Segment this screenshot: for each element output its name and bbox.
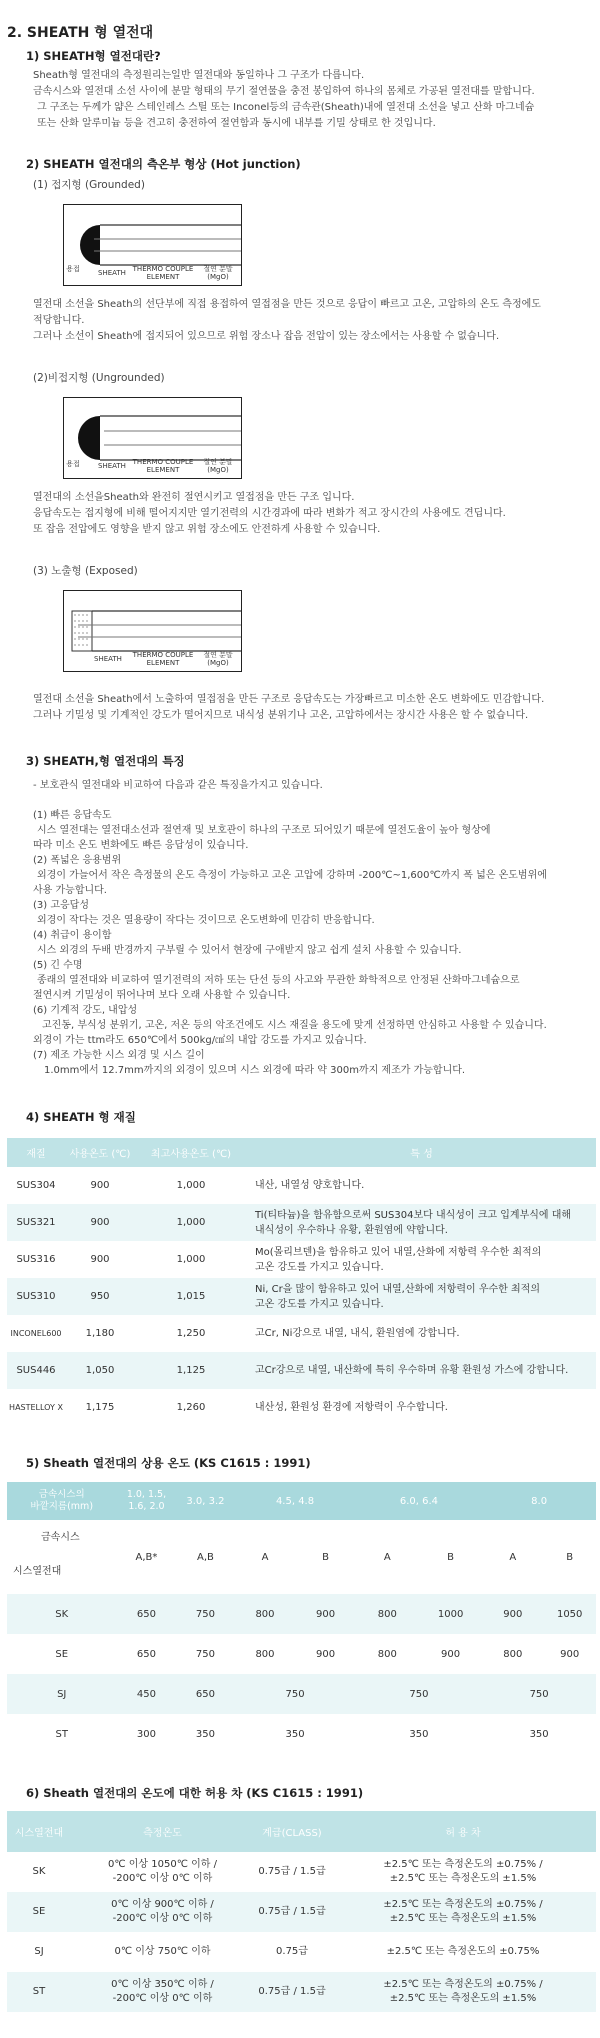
type-cell: SJ xyxy=(34,1946,44,1957)
value-cell: 900 xyxy=(316,1648,336,1660)
value-cell: 650 xyxy=(177,1674,235,1714)
corner-top-line: 금속시스의 xyxy=(38,1489,85,1500)
class-cell: 0.75급 / 1.5급 xyxy=(254,1972,330,2012)
class-cell: B xyxy=(566,1551,574,1563)
class-cell: A,B* xyxy=(135,1551,158,1563)
value-cell: 750 xyxy=(195,1648,215,1660)
type-cell: SJ xyxy=(7,1674,116,1714)
table-row xyxy=(7,1315,596,1352)
use-temp-cell: 1,050 xyxy=(65,1352,135,1389)
section-5-heading: 5) Sheath 열전대의 상용 온도 (KS C1615 : 1991) xyxy=(26,1456,311,1470)
s3-line-5: 사용 가능합니다. xyxy=(33,885,107,896)
tol-line: ±2.5℃ 또는 측정온도의 ±1.5% xyxy=(389,1913,537,1924)
s1-line-0: Sheath형 열전대의 측정원리는일반 열전대와 동일하나 그 구조가 다릅니다. xyxy=(33,70,365,81)
material-cell: SUS321 xyxy=(7,1204,65,1241)
value-cell: 1000 xyxy=(419,1594,482,1634)
label-weld: 용접 xyxy=(66,460,80,468)
desc-cell xyxy=(247,1204,596,1241)
s1-line-2: 그 구조는 두께가 얇은 스테인레스 스틸 또는 Inconel등의 금속관(Sheath)내에 열전대 소선을 넣고 산화 마그네슘 xyxy=(37,102,535,113)
exposed-line-1: 그러나 기밀성 및 기계적인 강도가 떨어지므로 내식성 분위기나 고온, 고압하에서는 장시간 사용은 할 수 없습니다. xyxy=(33,710,529,721)
label-ins-2: (MgO) xyxy=(207,466,229,474)
desc-cell xyxy=(247,1352,596,1389)
diameter-row xyxy=(7,1482,596,1520)
class-cell: A,B xyxy=(197,1551,214,1563)
label-ins-1: 절연 분말 xyxy=(203,458,233,466)
diameter-header: 6.0, 6.4 xyxy=(356,1482,483,1520)
col-header: 사용온도 (℃) xyxy=(65,1138,135,1167)
class-cell: B xyxy=(322,1551,330,1563)
desc-line: 고Cr, Ni강으로 내열, 내식, 환원염에 강합니다. xyxy=(255,1328,460,1339)
type-cell: ST xyxy=(55,1728,68,1740)
table-row xyxy=(7,1674,596,1714)
max-temp-cell: 1,000 xyxy=(176,1180,206,1191)
s3-line-3: (2) 폭넓은 응용범위 xyxy=(33,855,122,866)
desc-line: 내산, 내열성 양호합니다. xyxy=(255,1180,365,1191)
range-line: -200℃ 이상 0℃ 이하 xyxy=(112,1913,213,1924)
range-line: 0℃ 이상 1050℃ 이하 / xyxy=(108,1859,217,1870)
use-temp-cell: 950 xyxy=(65,1278,135,1315)
material-cell: SUS310 xyxy=(7,1278,65,1315)
table-header-row xyxy=(7,1811,596,1852)
label-ins-1: 절연 분말 xyxy=(203,265,233,273)
desc-line: 고온 강도를 가지고 있습니다. xyxy=(255,1298,384,1310)
desc-line: 고Cr강으로 내열, 내산화에 특히 우수하며 유황 환원성 가스에 강합니다. xyxy=(255,1365,569,1376)
tol-line: ±2.5℃ 또는 측정온도의 ±0.75% / xyxy=(383,1859,543,1870)
range-line: -200℃ 이상 0℃ 이하 xyxy=(112,1993,213,2004)
label-tc-1: THERMO COUPLE xyxy=(132,265,194,273)
tolerance-cell xyxy=(330,1852,596,1892)
tol-line: ±2.5℃ 또는 측정온도의 ±1.5% xyxy=(389,1873,537,1884)
value-cell: 900 xyxy=(441,1648,461,1660)
label-ins-2: (MgO) xyxy=(207,659,229,667)
tolerance-cell xyxy=(330,1972,596,2012)
diameter-header: 3.0, 3.2 xyxy=(177,1482,235,1520)
material-cell: SUS304 xyxy=(16,1180,56,1191)
s3-line-1: 시스 열전대는 열전대소선과 절연재 및 보호관이 하나의 구조로 되어있기 때문에 열전도율이 높아 형상에 xyxy=(37,825,491,836)
s3-line-8: (4) 취급이 용이함 xyxy=(33,930,112,941)
desc-cell xyxy=(247,1167,596,1204)
value-cell: 650 xyxy=(116,1594,176,1634)
desc-line: Mo(몰리브덴)을 함유하고 있어 내열,산화에 저항력 우수한 최적의 xyxy=(255,1246,542,1258)
value-cell: 800 xyxy=(503,1648,523,1660)
ungrounded-diagram xyxy=(63,397,242,479)
s3-line-9: 시스 외경의 두배 반경까지 구부릴 수 있어서 현장에 구애받지 않고 쉽게 설치 사용할 수 있습니다. xyxy=(37,945,462,956)
label-ins-2: (MgO) xyxy=(207,273,229,281)
table-row xyxy=(7,1241,596,1278)
label-ins-1: 절연 분말 xyxy=(203,651,233,659)
label-tc-1: THERMO COUPLE xyxy=(132,458,194,466)
type-cell: SE xyxy=(7,1892,71,1932)
s3-intro: - 보호관식 열전대와 비교하여 다음과 같은 특징을가지고 있습니다. xyxy=(33,780,323,791)
class-cell: B xyxy=(447,1551,455,1563)
ungrounded-line-0: 열전대의 소선을Sheath와 완전히 절연시키고 열접점을 만든 구조 입니다. xyxy=(33,492,355,503)
max-temp-cell: 1,260 xyxy=(176,1402,206,1413)
label-tc-2: ELEMENT xyxy=(146,273,180,281)
desc-cell xyxy=(247,1278,596,1315)
range-cell xyxy=(71,1852,254,1892)
value-cell: 800 xyxy=(356,1594,419,1634)
class-cell: A xyxy=(261,1551,269,1563)
table-row xyxy=(7,1852,596,1892)
label-sheath: SHEATH xyxy=(98,462,126,470)
range-line: 0℃ 이상 900℃ 이하 / xyxy=(111,1899,214,1910)
desc-line: 내산성, 환원성 환경에 저항력이 우수합니다. xyxy=(255,1402,448,1413)
s3-line-17: 1.0mm에서 12.7mm까지의 외경이 있으며 시스 외경에 따라 약 300m까지 제조가 가능합니다. xyxy=(44,1065,466,1076)
max-temp-cell: 1,000 xyxy=(135,1204,247,1241)
grounded-diagram xyxy=(63,204,242,286)
value-cell: 450 xyxy=(116,1674,176,1714)
corner-cell xyxy=(7,1520,116,1594)
type-cell: SE xyxy=(55,1648,69,1660)
ungrounded-label: (2)비접지형 (Ungrounded) xyxy=(33,372,165,384)
use-temp-cell: 1,180 xyxy=(85,1328,115,1339)
type-cell: ST xyxy=(7,1972,71,2012)
section-3-heading: 3) SHEATH,형 열전대의 특징 xyxy=(26,754,185,768)
s3-line-15: 외경이 가는 ttm라도 650℃에서 500kg/㎠의 내압 강도를 가지고 있습니다. xyxy=(33,1035,367,1046)
s1-line-3: 또는 산화 알루미늄 등을 견고히 충전하여 절연함과 동시에 내부를 기밀 상태로 한 것입니다. xyxy=(37,118,436,129)
range-line: 0℃ 이상 350℃ 이하 / xyxy=(111,1979,214,1990)
value-cell: 300 xyxy=(136,1728,156,1740)
use-temp-cell: 1,175 xyxy=(85,1402,115,1413)
type-cell: SK xyxy=(7,1594,116,1634)
exposed-diagram xyxy=(63,590,242,672)
value-cell: 900 xyxy=(296,1594,356,1634)
corner-bot-label: 시스열전대 xyxy=(13,1566,62,1577)
col-header: 허 용 차 xyxy=(330,1811,596,1852)
desc-cell xyxy=(247,1389,596,1426)
value-cell: 650 xyxy=(136,1648,156,1660)
class-cell: 0.75급 xyxy=(276,1946,308,1957)
label-weld: 용접 xyxy=(66,265,80,273)
col-header: 시스열전대 xyxy=(7,1811,71,1852)
section-6-heading: 6) Sheath 열전대의 온도에 대한 허용 차 (KS C1615 : 1991) xyxy=(26,1786,364,1800)
max-temp-cell: 1,250 xyxy=(176,1328,206,1339)
label-sheath: SHEATH xyxy=(98,269,126,277)
ungrounded-line-2: 또 잡음 전압에도 영향을 받지 않고 위험 장소에도 안전하게 사용할 수 있습니다. xyxy=(33,524,381,535)
s3-line-14: 고진동, 부식성 분위기, 고온, 저온 등의 악조건에도 시스 재질을 용도에 맞게 선정하면 안심하고 사용할 수 있습니다. xyxy=(42,1020,547,1031)
max-temp-cell: 1,015 xyxy=(135,1278,247,1315)
s3-line-0: (1) 빠른 응답속도 xyxy=(33,810,112,821)
label-tc-2: ELEMENT xyxy=(146,659,180,667)
material-cell: INCONEL600 xyxy=(10,1329,62,1338)
grounded-line-2: 그러나 소선이 Sheath에 접지되어 있으므로 위험 장소나 잡음 전압이 있는 장소에서는 사용할 수 없습니다. xyxy=(33,331,500,342)
table-row xyxy=(7,1352,596,1389)
label-tc-2: ELEMENT xyxy=(146,466,180,474)
col-header: 특 성 xyxy=(247,1138,596,1167)
grounded-line-0: 열전대 소선을 Sheath의 선단부에 직접 용접하여 열접점을 만든 것으로 응답이 빠르고 고온, 고압하의 온도 측정에도 xyxy=(33,299,541,310)
table-row xyxy=(7,1167,596,1204)
table-row xyxy=(7,1204,596,1241)
section-2-heading: 2) SHEATH 열전대의 측온부 형상 (Hot junction) xyxy=(26,157,301,171)
desc-line: Ni, Cr을 많이 함유하고 있어 내열,산화에 저항력이 우수한 최적의 xyxy=(255,1283,540,1295)
max-temp-cell: 1,125 xyxy=(135,1352,247,1389)
desc-cell xyxy=(247,1315,596,1352)
tol-line: ±2.5℃ 또는 측정온도의 ±0.75% / xyxy=(383,1979,543,1990)
range-cell xyxy=(71,1972,254,2012)
s3-line-13: (6) 기계적 강도, 내압성 xyxy=(33,1005,138,1016)
value-cell: 350 xyxy=(285,1728,305,1740)
material-cell: HASTELLOY X xyxy=(9,1403,63,1412)
use-temp-cell: 900 xyxy=(90,1254,110,1265)
operating-temp-table xyxy=(7,1482,596,1754)
grounded-label: (1) 접지형 (Grounded) xyxy=(33,179,145,191)
s3-line-16: (7) 제조 가능한 시스 외경 및 시스 길이 xyxy=(33,1050,205,1061)
tolerance-cell xyxy=(330,1892,596,1932)
s3-line-6: (3) 고응답성 xyxy=(33,900,89,911)
ungrounded-line-1: 응답속도는 접지형에 비해 떨어지지만 열기전력의 시간경과에 따라 변화가 적고 장시간의 사용에도 견딥니다. xyxy=(33,508,506,519)
class-row xyxy=(7,1520,596,1594)
material-cell: SUS316 xyxy=(16,1254,56,1265)
type-cell: SK xyxy=(32,1866,46,1877)
value-cell: 350 xyxy=(409,1728,429,1740)
range-cell xyxy=(71,1892,254,1932)
table-row xyxy=(7,1892,596,1932)
value-cell: 750 xyxy=(356,1674,483,1714)
corner-top-cell xyxy=(7,1482,116,1520)
use-temp-cell: 900 xyxy=(65,1204,135,1241)
diameter-header: 8.0 xyxy=(482,1482,596,1520)
value-cell: 800 xyxy=(255,1648,275,1660)
tolerance-table xyxy=(7,1811,596,2012)
s3-line-12: 절연시켜 기밀성이 뛰어나며 보다 오래 사용할 수 있습니다. xyxy=(33,990,291,1001)
material-cell: SUS446 xyxy=(7,1352,65,1389)
class-cell: A xyxy=(509,1551,517,1563)
s3-line-10: (5) 긴 수명 xyxy=(33,960,83,971)
diameter-header: 4.5, 4.8 xyxy=(234,1482,355,1520)
s3-line-11: 종래의 열전대와 비교하여 열기전력의 저하 또는 단선 등의 사고와 무관한 화학적으로 안정된 산화마그네슘으로 xyxy=(37,975,520,986)
value-cell: 750 xyxy=(482,1674,596,1714)
value-cell: 800 xyxy=(234,1594,295,1634)
material-table xyxy=(7,1138,596,1426)
value-cell: 750 xyxy=(234,1674,355,1714)
corner-mid-label: 금속시스 xyxy=(41,1532,80,1543)
max-temp-cell: 1,000 xyxy=(176,1254,206,1265)
col-header: 재질 xyxy=(7,1138,65,1167)
tol-line: ±2.5℃ 또는 측정온도의 ±0.75% / xyxy=(383,1899,543,1910)
section-1-heading: 1) SHEATH형 열전대란? xyxy=(26,49,161,63)
desc-cell xyxy=(247,1241,596,1278)
class-cell: 0.75급 / 1.5급 xyxy=(254,1892,330,1932)
desc-line: 고온 강도를 가지고 있습니다. xyxy=(255,1261,384,1273)
table-header-row xyxy=(7,1138,596,1167)
use-temp-cell: 900 xyxy=(90,1180,110,1191)
tol-line: ±2.5℃ 또는 측정온도의 ±0.75% xyxy=(386,1946,540,1957)
label-sheath: SHEATH xyxy=(94,655,122,663)
value-cell: 900 xyxy=(560,1648,580,1660)
s3-line-7: 외경이 작다는 것은 열용량이 작다는 것이므로 온도변화에 민감히 반응합니다. xyxy=(37,915,375,926)
range-cell xyxy=(71,1932,254,1972)
table-row xyxy=(7,1389,596,1426)
desc-line: Ti(티타늄)을 함유함으로써 SUS304보다 내식성이 크고 입계부식에 대해 xyxy=(255,1209,572,1221)
value-cell: 750 xyxy=(177,1594,235,1634)
value-cell: 350 xyxy=(195,1728,215,1740)
grounded-line-1: 적당합니다. xyxy=(33,315,85,326)
class-cell: 0.75급 / 1.5급 xyxy=(258,1866,326,1877)
table-row xyxy=(7,1932,596,1972)
corner-top-line: 바깥지름(mm) xyxy=(30,1501,94,1512)
table-row xyxy=(7,1594,596,1634)
diameter-header: 1.0, 1.5, 1.6, 2.0 xyxy=(116,1482,176,1520)
col-header: 측정온도 xyxy=(71,1811,254,1852)
page-title: 2. SHEATH 형 열전대 xyxy=(7,25,154,41)
value-cell: 800 xyxy=(377,1648,397,1660)
table-row xyxy=(7,1634,596,1674)
range-line: -200℃ 이상 0℃ 이하 xyxy=(112,1873,213,1884)
desc-line: 내식성이 우수하나 유황, 환원염에 약합니다. xyxy=(255,1224,448,1236)
class-cell: A xyxy=(383,1551,391,1563)
tolerance-cell xyxy=(330,1932,596,1972)
value-cell: 350 xyxy=(529,1728,549,1740)
range-line: 0℃ 이상 750℃ 이하 xyxy=(114,1946,211,1957)
section-4-heading: 4) SHEATH 형 재질 xyxy=(26,1110,136,1124)
s3-line-2: 따라 미소 온도 변화에도 빠른 응답성이 있습니다. xyxy=(33,840,249,851)
label-tc-1: THERMO COUPLE xyxy=(132,651,194,659)
value-cell: 900 xyxy=(482,1594,543,1634)
exposed-line-0: 열전대 소선을 Sheath에서 노출하여 열접점을 만든 구조로 응답속도는 가장빠르고 미소한 온도 변화에도 민감합니다. xyxy=(33,694,545,705)
table-row xyxy=(7,1972,596,2012)
col-header: 계급(CLASS) xyxy=(254,1811,330,1852)
exposed-label: (3) 노출형 (Exposed) xyxy=(33,565,138,577)
tol-line: ±2.5℃ 또는 측정온도의 ±1.5% xyxy=(389,1993,537,2004)
table-row xyxy=(7,1278,596,1315)
s3-line-4: 외경이 가늘어서 작은 측정물의 온도 측정이 가능하고 고온 고압에 강하며 -200℃~1,600℃까지 폭 넓은 온도범위에 xyxy=(37,870,547,881)
s1-line-1: 금속시스와 열전대 소선 사이에 분말 형태의 무기 절연물을 충전 봉입하여 하나의 몸체로 가공된 열전대를 말합니다. xyxy=(33,86,535,97)
table-row xyxy=(7,1714,596,1754)
col-header: 최고사용온도 (℃) xyxy=(135,1138,247,1167)
value-cell: 1050 xyxy=(543,1594,596,1634)
